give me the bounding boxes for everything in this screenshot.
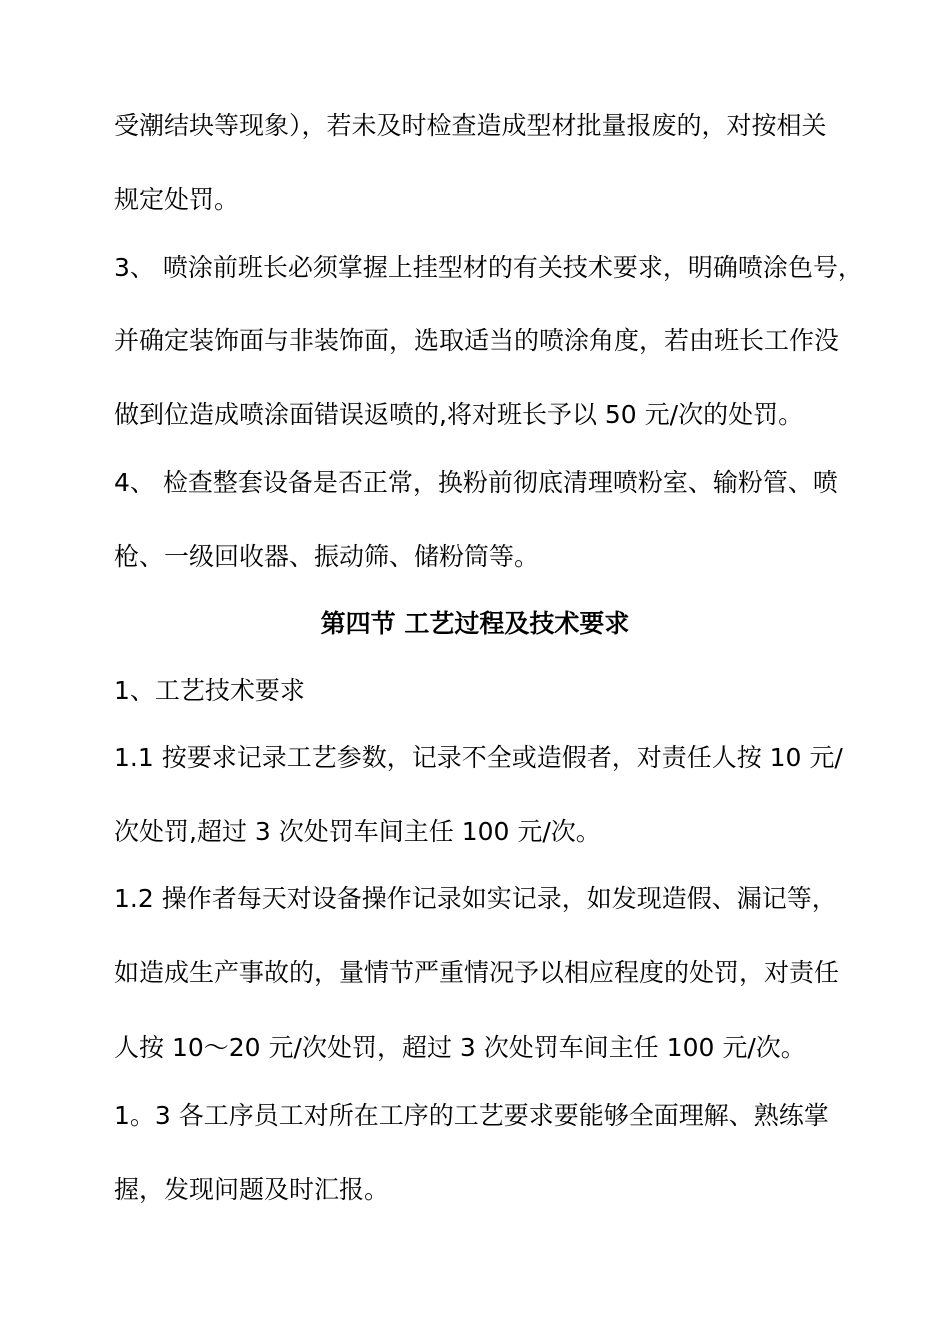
section-item-line: 1.1 按要求记录工艺参数，记录不全或造假者，对责任人按 10 元/ (114, 743, 843, 772)
paragraph-line: 规定处罚。 (114, 185, 240, 214)
paragraph-line: 3、 喷涂前班长必须掌握上挂型材的有关技术要求，明确喷涂色号， (114, 253, 863, 282)
paragraph-line: 枪、一级回收器、振动筛、储粉筒等。 (114, 542, 540, 571)
section-item-line: 1。3 各工序员工对所在工序的工艺要求要能够全面理解、熟练掌 (114, 1101, 829, 1130)
paragraph-line: 受潮结块等现象），若未及时检查造成型材批量报废的，对按相关 (114, 111, 827, 140)
paragraph-line: 并确定装饰面与非装饰面，选取适当的喷涂角度，若由班长工作没 (114, 326, 840, 355)
paragraph-line: 做到位造成喷涂面错误返喷的,将对班长予以 50 元/次的处罚。 (114, 400, 804, 429)
section-item-line: 握，发现问题及时汇报。 (114, 1175, 390, 1204)
section-heading: 第四节 工艺过程及技术要求 (320, 609, 630, 638)
paragraph-line: 4、 检查整套设备是否正常，换粉前彻底清理喷粉室、输粉管、喷 (114, 468, 838, 497)
section-item-line: 人按 10～20 元/次处罚，超过 3 次处罚车间主任 100 元/次。 (114, 1033, 806, 1062)
section-item-line: 次处罚,超过 3 次处罚车间主任 100 元/次。 (114, 817, 601, 846)
section-item-line: 1.2 操作者每天对设备操作记录如实记录，如发现造假、漏记等， (114, 884, 837, 913)
section-item-line: 1、工艺技术要求 (114, 676, 305, 705)
section-item-line: 如造成生产事故的，量情节严重情况予以相应程度的处罚，对责任 (114, 958, 840, 987)
